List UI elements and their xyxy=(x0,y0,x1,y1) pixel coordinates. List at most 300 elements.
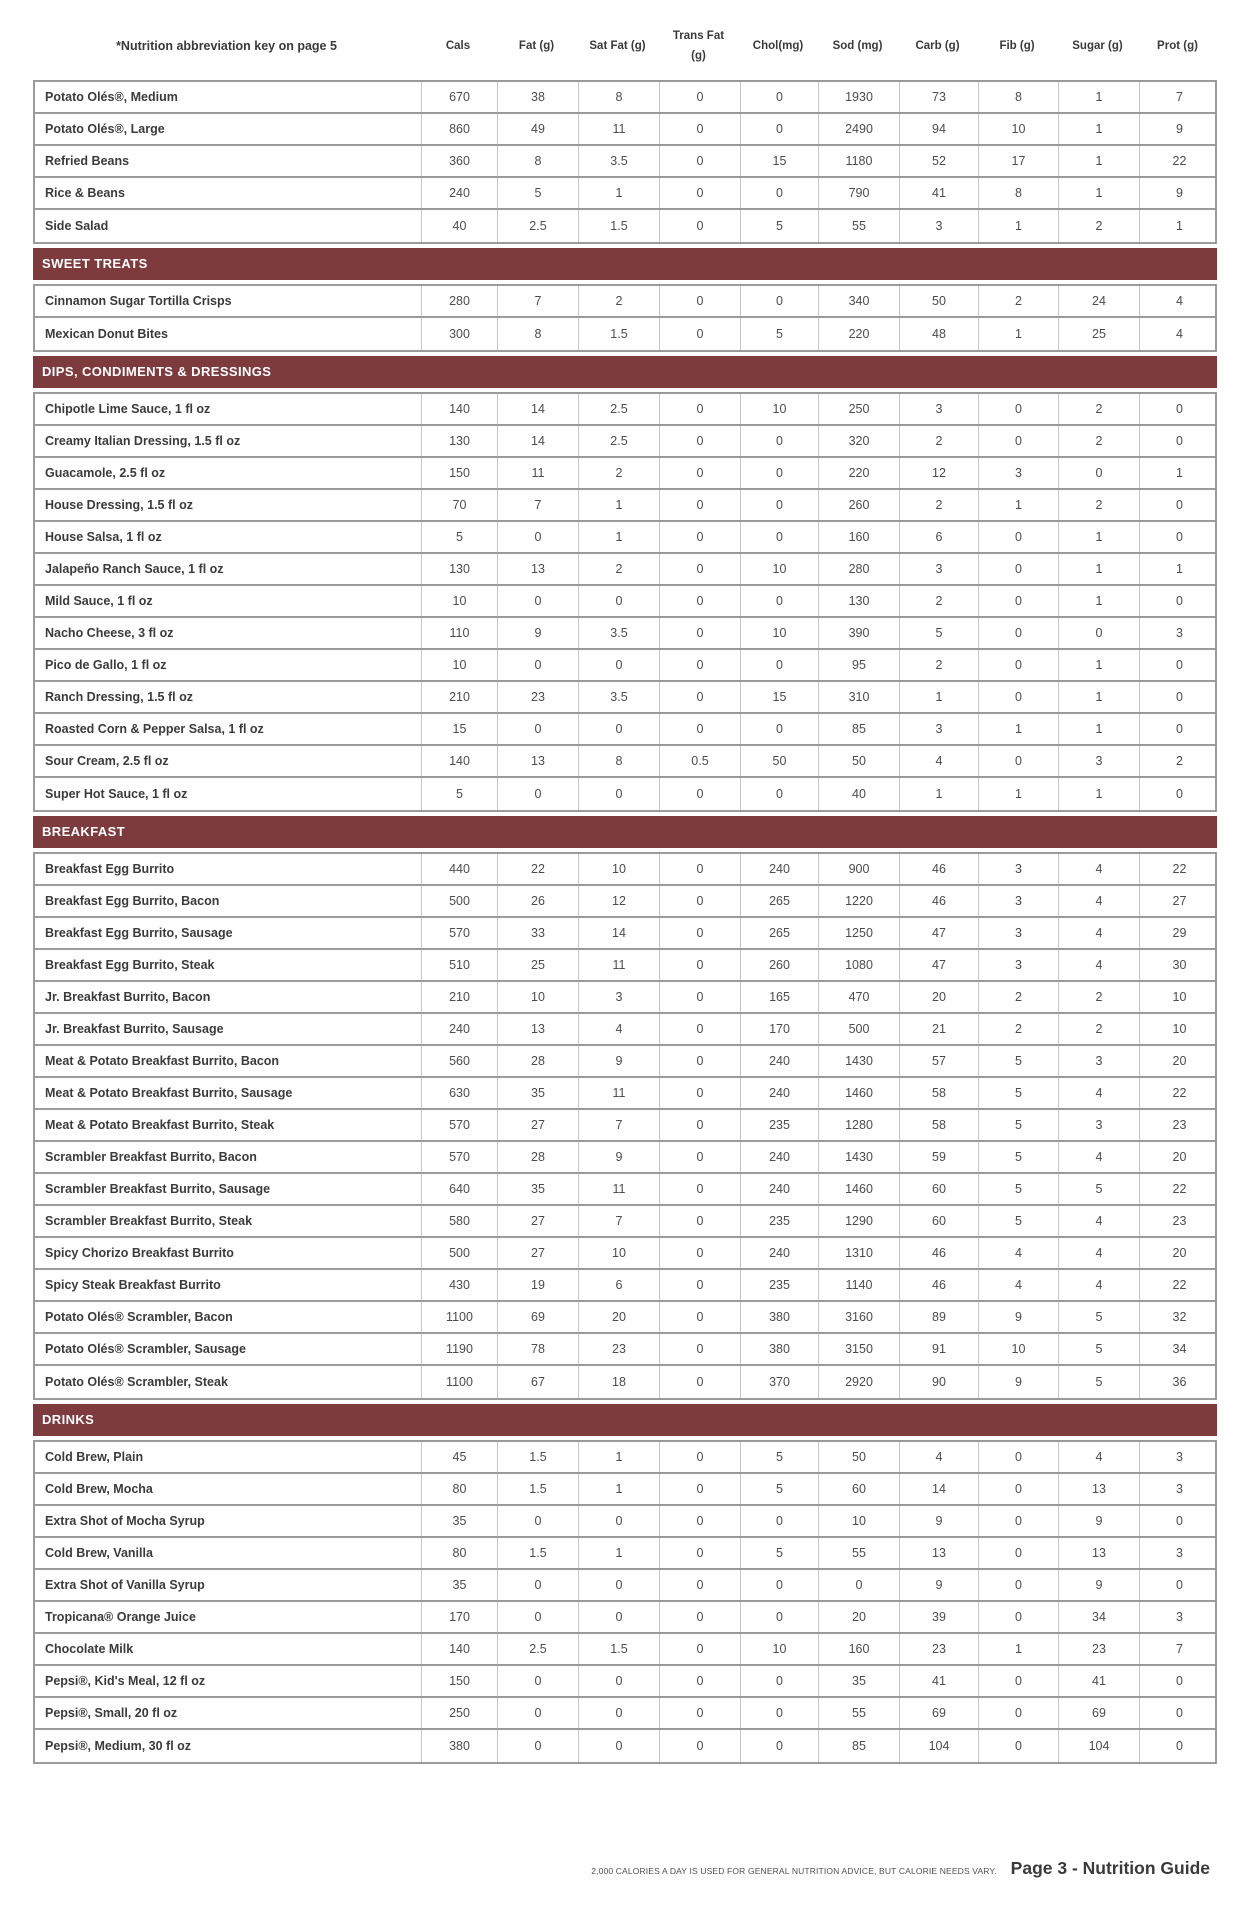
item-value-fat-g: 0 xyxy=(498,522,579,552)
item-value-trans-fat-g: 0 xyxy=(660,458,741,488)
item-value-sod-mg: 1430 xyxy=(819,1046,900,1076)
item-value-cals: 150 xyxy=(422,458,498,488)
table-row xyxy=(35,1014,1215,1046)
item-value-prot-g: 3 xyxy=(1176,1450,1183,1464)
item-value-fat-g: 0 xyxy=(498,1570,579,1600)
item-value-sod-mg: 500 xyxy=(819,1014,900,1044)
item-value-fat-g: 1.5 xyxy=(498,1474,579,1504)
item-name: Potato Olés® Scrambler, Bacon xyxy=(35,1302,422,1332)
item-value-sat-fat-g: 20 xyxy=(579,1302,660,1332)
item-value-sat-fat-g: 1.5 xyxy=(579,318,660,350)
item-value-fat-g: 13 xyxy=(498,1014,579,1044)
item-value-carb-g: 41 xyxy=(900,178,979,208)
item-value-sugar-g: 2 xyxy=(1059,1014,1140,1044)
item-value-sugar-g: 1 xyxy=(1059,586,1140,616)
item-value-sugar-g: 1 xyxy=(1059,114,1140,144)
item-value-trans-fat-g: 0 xyxy=(660,1014,741,1044)
table-row xyxy=(35,1078,1215,1110)
item-value-cals: 15 xyxy=(422,714,498,744)
item-value-chol-mg: 260 xyxy=(741,950,819,980)
item-name: Roasted Corn & Pepper Salsa, 1 fl oz xyxy=(35,714,422,744)
item-value-fib-g: 0 xyxy=(979,586,1059,616)
item-value-carb-g: 4 xyxy=(900,1442,979,1472)
item-value-prot-g: 0 xyxy=(1176,594,1183,608)
item-value-sat-fat-g: 0 xyxy=(579,714,660,744)
item-value-carb-g: 4 xyxy=(900,746,979,776)
item-value-sat-fat-g: 3.5 xyxy=(579,682,660,712)
item-value-chol-mg: 0 xyxy=(741,1570,819,1600)
item-value-fat-g: 10 xyxy=(498,982,579,1012)
item-name: Breakfast Egg Burrito, Bacon xyxy=(35,886,422,916)
item-value-sat-fat-g: 14 xyxy=(579,918,660,948)
item-value-fat-g: 49 xyxy=(498,114,579,144)
item-value-sugar-g: 5 xyxy=(1059,1174,1140,1204)
item-value-chol-mg: 0 xyxy=(741,1506,819,1536)
item-value-fat-g: 11 xyxy=(498,458,579,488)
table-section-block xyxy=(33,392,1217,812)
item-value-trans-fat-g: 0 xyxy=(660,178,741,208)
item-value-fat-g: 19 xyxy=(498,1270,579,1300)
item-value-carb-g: 73 xyxy=(900,82,979,112)
item-value-fib-g: 9 xyxy=(979,1366,1059,1398)
item-value-fib-g: 10 xyxy=(979,114,1059,144)
item-value-sat-fat-g: 3.5 xyxy=(579,146,660,176)
item-value-fat-g: 28 xyxy=(498,1142,579,1172)
item-value-fib-g: 1 xyxy=(979,490,1059,520)
item-value-carb-g: 5 xyxy=(900,618,979,648)
item-value-cals: 5 xyxy=(422,778,498,810)
item-value-fib-g: 3 xyxy=(979,854,1059,884)
item-value-sod-mg: 280 xyxy=(819,554,900,584)
item-value-cals: 80 xyxy=(422,1474,498,1504)
table-row xyxy=(35,1334,1215,1366)
item-name: Meat & Potato Breakfast Burrito, Steak xyxy=(35,1110,422,1140)
item-value-sod-mg: 790 xyxy=(819,178,900,208)
item-value-sod-mg: 220 xyxy=(819,318,900,350)
item-value-prot-g: 22 xyxy=(1172,1086,1187,1100)
item-value-chol-mg: 370 xyxy=(741,1366,819,1398)
item-value-fib-g: 5 xyxy=(979,1046,1059,1076)
table-row xyxy=(35,714,1215,746)
item-value-fib-g: 10 xyxy=(979,1334,1059,1364)
item-value-fat-g: 0 xyxy=(498,1666,579,1696)
item-value-sat-fat-g: 9 xyxy=(579,1142,660,1172)
item-value-trans-fat-g: 0 xyxy=(660,682,741,712)
item-value-prot-g: 1 xyxy=(1176,466,1183,480)
item-value-sugar-g: 1 xyxy=(1059,554,1140,584)
item-value-carb-g: 46 xyxy=(900,886,979,916)
item-value-trans-fat-g: 0 xyxy=(660,1046,741,1076)
item-value-fib-g: 1 xyxy=(979,778,1059,810)
item-value-sugar-g: 1 xyxy=(1059,522,1140,552)
item-value-fat-g: 0 xyxy=(498,778,579,810)
item-value-cals: 570 xyxy=(422,1110,498,1140)
item-value-prot-g: 27 xyxy=(1172,894,1187,908)
item-value-cals: 630 xyxy=(422,1078,498,1108)
item-value-sugar-g: 1 xyxy=(1059,650,1140,680)
table-section-block xyxy=(33,1440,1217,1764)
item-value-prot-g: 0 xyxy=(1176,434,1183,448)
item-value-prot-g: 32 xyxy=(1172,1310,1187,1324)
item-value-chol-mg: 0 xyxy=(741,1666,819,1696)
item-value-trans-fat-g: 0 xyxy=(660,146,741,176)
item-value-fib-g: 5 xyxy=(979,1110,1059,1140)
item-value-trans-fat-g: 0 xyxy=(660,1698,741,1728)
item-value-chol-mg: 10 xyxy=(741,1634,819,1664)
item-value-prot-g: 4 xyxy=(1176,294,1183,308)
item-name: Potato Olés® Scrambler, Sausage xyxy=(35,1334,422,1364)
page-footer xyxy=(591,1858,1210,1879)
item-name: Cold Brew, Plain xyxy=(35,1442,422,1472)
table-row xyxy=(35,1110,1215,1142)
item-value-sat-fat-g: 3.5 xyxy=(579,618,660,648)
item-value-carb-g: 9 xyxy=(900,1506,979,1536)
item-value-sugar-g: 69 xyxy=(1059,1698,1140,1728)
page-number-label: Page 3 - Nutrition Guide xyxy=(1010,1858,1210,1878)
item-value-cals: 170 xyxy=(422,1602,498,1632)
item-value-sugar-g: 1 xyxy=(1059,778,1140,810)
item-value-carb-g: 20 xyxy=(900,982,979,1012)
item-value-cals: 560 xyxy=(422,1046,498,1076)
item-value-sod-mg: 85 xyxy=(819,1730,900,1762)
item-value-sat-fat-g: 23 xyxy=(579,1334,660,1364)
item-value-sugar-g: 4 xyxy=(1059,1442,1140,1472)
item-value-sugar-g: 5 xyxy=(1059,1366,1140,1398)
item-value-cals: 210 xyxy=(422,982,498,1012)
table-row xyxy=(35,1142,1215,1174)
item-value-carb-g: 1 xyxy=(900,778,979,810)
item-value-cals: 670 xyxy=(422,82,498,112)
item-value-chol-mg: 265 xyxy=(741,918,819,948)
item-value-trans-fat-g: 0 xyxy=(660,650,741,680)
item-value-sugar-g: 3 xyxy=(1059,746,1140,776)
item-value-carb-g: 69 xyxy=(900,1698,979,1728)
table-row xyxy=(35,982,1215,1014)
item-value-fib-g: 1 xyxy=(979,210,1059,242)
item-value-chol-mg: 0 xyxy=(741,458,819,488)
item-value-sat-fat-g: 7 xyxy=(579,1206,660,1236)
item-value-fib-g: 0 xyxy=(979,1474,1059,1504)
item-value-prot-g: 34 xyxy=(1172,1342,1187,1356)
item-value-chol-mg: 240 xyxy=(741,1046,819,1076)
table-row xyxy=(35,950,1215,982)
table-row xyxy=(35,146,1215,178)
table-row xyxy=(35,114,1215,146)
table-row xyxy=(35,522,1215,554)
item-value-chol-mg: 240 xyxy=(741,1238,819,1268)
item-value-trans-fat-g: 0 xyxy=(660,1602,741,1632)
item-value-trans-fat-g: 0 xyxy=(660,318,741,350)
item-value-sugar-g: 1 xyxy=(1059,178,1140,208)
item-value-sat-fat-g: 0 xyxy=(579,1506,660,1536)
item-value-prot-g: 0 xyxy=(1176,690,1183,704)
item-value-fat-g: 25 xyxy=(498,950,579,980)
item-value-fib-g: 0 xyxy=(979,426,1059,456)
table-body xyxy=(33,80,1217,1764)
item-value-fat-g: 35 xyxy=(498,1078,579,1108)
item-value-fat-g: 0 xyxy=(498,1730,579,1762)
item-value-cals: 5 xyxy=(422,522,498,552)
item-value-carb-g: 52 xyxy=(900,146,979,176)
item-value-carb-g: 41 xyxy=(900,1666,979,1696)
item-value-sat-fat-g: 6 xyxy=(579,1270,660,1300)
item-name: Nacho Cheese, 3 fl oz xyxy=(35,618,422,648)
table-row xyxy=(35,1206,1215,1238)
item-value-sod-mg: 20 xyxy=(819,1602,900,1632)
item-value-carb-g: 50 xyxy=(900,286,979,316)
item-value-chol-mg: 15 xyxy=(741,682,819,712)
item-value-sugar-g: 1 xyxy=(1059,146,1140,176)
item-value-sugar-g: 4 xyxy=(1059,918,1140,948)
item-value-prot-g: 10 xyxy=(1172,1022,1187,1036)
item-value-trans-fat-g: 0 xyxy=(660,490,741,520)
item-value-fib-g: 0 xyxy=(979,1538,1059,1568)
item-value-prot-g: 29 xyxy=(1172,926,1187,940)
table-row xyxy=(35,554,1215,586)
item-value-chol-mg: 235 xyxy=(741,1206,819,1236)
item-value-sod-mg: 130 xyxy=(819,586,900,616)
item-value-prot-g: 0 xyxy=(1176,658,1183,672)
item-value-sod-mg: 3150 xyxy=(819,1334,900,1364)
item-name: Spicy Steak Breakfast Burrito xyxy=(35,1270,422,1300)
item-value-sugar-g: 23 xyxy=(1059,1634,1140,1664)
item-value-trans-fat-g: 0 xyxy=(660,1206,741,1236)
col-header-sat-fat-g: Sat Fat (g) xyxy=(589,39,646,52)
item-value-fib-g: 0 xyxy=(979,746,1059,776)
item-name: Sour Cream, 2.5 fl oz xyxy=(35,746,422,776)
item-value-fat-g: 13 xyxy=(498,746,579,776)
item-name: Meat & Potato Breakfast Burrito, Sausage xyxy=(35,1078,422,1108)
item-name: Side Salad xyxy=(35,210,422,242)
item-value-fat-g: 0 xyxy=(498,1698,579,1728)
item-value-sat-fat-g: 1 xyxy=(579,1474,660,1504)
item-value-trans-fat-g: 0 xyxy=(660,1538,741,1568)
item-value-cals: 440 xyxy=(422,854,498,884)
item-value-fib-g: 0 xyxy=(979,618,1059,648)
item-value-chol-mg: 0 xyxy=(741,522,819,552)
item-value-sod-mg: 3160 xyxy=(819,1302,900,1332)
item-value-sat-fat-g: 1 xyxy=(579,1538,660,1568)
table-row xyxy=(35,1570,1215,1602)
item-value-fat-g: 1.5 xyxy=(498,1442,579,1472)
item-value-sat-fat-g: 18 xyxy=(579,1366,660,1398)
item-value-chol-mg: 0 xyxy=(741,490,819,520)
item-value-cals: 570 xyxy=(422,1142,498,1172)
item-value-cals: 570 xyxy=(422,918,498,948)
item-value-carb-g: 48 xyxy=(900,318,979,350)
table-row xyxy=(35,1634,1215,1666)
item-value-fib-g: 4 xyxy=(979,1270,1059,1300)
table-row xyxy=(35,458,1215,490)
item-value-trans-fat-g: 0 xyxy=(660,1730,741,1762)
table-row xyxy=(35,318,1215,350)
item-value-carb-g: 57 xyxy=(900,1046,979,1076)
item-value-chol-mg: 0 xyxy=(741,82,819,112)
item-value-chol-mg: 15 xyxy=(741,146,819,176)
table-row xyxy=(35,286,1215,318)
item-value-cals: 80 xyxy=(422,1538,498,1568)
item-value-chol-mg: 0 xyxy=(741,778,819,810)
item-value-sugar-g: 2 xyxy=(1059,982,1140,1012)
item-value-sugar-g: 25 xyxy=(1059,318,1140,350)
item-value-fib-g: 0 xyxy=(979,1602,1059,1632)
item-value-chol-mg: 0 xyxy=(741,1602,819,1632)
item-name: Extra Shot of Mocha Syrup xyxy=(35,1506,422,1536)
item-value-sat-fat-g: 11 xyxy=(579,1174,660,1204)
item-value-carb-g: 3 xyxy=(900,210,979,242)
item-value-sat-fat-g: 11 xyxy=(579,950,660,980)
item-value-sod-mg: 470 xyxy=(819,982,900,1012)
col-header-sugar-g: Sugar (g) xyxy=(1072,39,1123,52)
table-row xyxy=(35,1174,1215,1206)
item-value-prot-g: 23 xyxy=(1172,1118,1187,1132)
item-value-sugar-g: 5 xyxy=(1059,1334,1140,1364)
item-value-trans-fat-g: 0 xyxy=(660,586,741,616)
item-value-prot-g: 20 xyxy=(1172,1150,1187,1164)
item-value-sugar-g: 1 xyxy=(1059,82,1140,112)
item-value-sod-mg: 50 xyxy=(819,1442,900,1472)
nutrition-key-note: *Nutrition abbreviation key on page 5 xyxy=(116,38,337,53)
item-value-carb-g: 39 xyxy=(900,1602,979,1632)
item-value-fat-g: 2.5 xyxy=(498,210,579,242)
item-value-sod-mg: 900 xyxy=(819,854,900,884)
table-header-row xyxy=(33,12,1217,80)
item-value-prot-g: 3 xyxy=(1176,1482,1183,1496)
item-name: Creamy Italian Dressing, 1.5 fl oz xyxy=(35,426,422,456)
item-name: Refried Beans xyxy=(35,146,422,176)
table-section-block xyxy=(33,284,1217,352)
item-value-chol-mg: 165 xyxy=(741,982,819,1012)
table-row xyxy=(35,426,1215,458)
item-name: Scrambler Breakfast Burrito, Bacon xyxy=(35,1142,422,1172)
item-value-prot-g: 3 xyxy=(1176,1610,1183,1624)
item-value-cals: 430 xyxy=(422,1270,498,1300)
item-value-sod-mg: 60 xyxy=(819,1474,900,1504)
item-value-trans-fat-g: 0 xyxy=(660,1366,741,1398)
item-value-chol-mg: 10 xyxy=(741,554,819,584)
item-value-cals: 210 xyxy=(422,682,498,712)
item-value-fib-g: 5 xyxy=(979,1174,1059,1204)
item-value-fat-g: 28 xyxy=(498,1046,579,1076)
item-value-carb-g: 94 xyxy=(900,114,979,144)
item-value-sod-mg: 55 xyxy=(819,1538,900,1568)
table-row xyxy=(35,854,1215,886)
item-value-sod-mg: 1220 xyxy=(819,886,900,916)
item-value-sod-mg: 1140 xyxy=(819,1270,900,1300)
item-value-carb-g: 46 xyxy=(900,854,979,884)
item-value-chol-mg: 380 xyxy=(741,1334,819,1364)
item-value-prot-g: 30 xyxy=(1172,958,1187,972)
item-value-sod-mg: 1460 xyxy=(819,1174,900,1204)
table-row xyxy=(35,1270,1215,1302)
item-value-sod-mg: 1310 xyxy=(819,1238,900,1268)
item-value-fat-g: 14 xyxy=(498,394,579,424)
item-value-fib-g: 0 xyxy=(979,554,1059,584)
item-value-sugar-g: 1 xyxy=(1059,682,1140,712)
item-value-sugar-g: 3 xyxy=(1059,1110,1140,1140)
item-value-fat-g: 78 xyxy=(498,1334,579,1364)
item-value-sod-mg: 1430 xyxy=(819,1142,900,1172)
item-value-cals: 360 xyxy=(422,146,498,176)
item-value-cals: 35 xyxy=(422,1506,498,1536)
item-value-sat-fat-g: 2 xyxy=(579,554,660,584)
item-value-fib-g: 2 xyxy=(979,1014,1059,1044)
item-value-fat-g: 0 xyxy=(498,1506,579,1536)
item-value-sat-fat-g: 4 xyxy=(579,1014,660,1044)
item-value-prot-g: 0 xyxy=(1176,1578,1183,1592)
item-name: Jr. Breakfast Burrito, Sausage xyxy=(35,1014,422,1044)
table-row xyxy=(35,778,1215,810)
item-value-sod-mg: 1280 xyxy=(819,1110,900,1140)
item-value-sugar-g: 13 xyxy=(1059,1474,1140,1504)
item-value-cals: 140 xyxy=(422,394,498,424)
item-value-fat-g: 27 xyxy=(498,1206,579,1236)
item-value-sat-fat-g: 11 xyxy=(579,1078,660,1108)
item-value-sod-mg: 85 xyxy=(819,714,900,744)
section-header-breakfast: BREAKFAST xyxy=(33,816,1217,848)
item-name: Cinnamon Sugar Tortilla Crisps xyxy=(35,286,422,316)
item-value-sod-mg: 390 xyxy=(819,618,900,648)
item-value-chol-mg: 240 xyxy=(741,1142,819,1172)
item-value-prot-g: 3 xyxy=(1176,1546,1183,1560)
item-value-sat-fat-g: 0 xyxy=(579,650,660,680)
item-value-cals: 35 xyxy=(422,1570,498,1600)
item-value-chol-mg: 265 xyxy=(741,886,819,916)
table-row xyxy=(35,1538,1215,1570)
item-value-cals: 1100 xyxy=(422,1302,498,1332)
item-value-cals: 130 xyxy=(422,554,498,584)
item-value-carb-g: 2 xyxy=(900,650,979,680)
item-value-sugar-g: 1 xyxy=(1059,714,1140,744)
item-value-fib-g: 3 xyxy=(979,886,1059,916)
item-value-cals: 10 xyxy=(422,586,498,616)
item-value-carb-g: 12 xyxy=(900,458,979,488)
item-value-fat-g: 0 xyxy=(498,586,579,616)
item-value-sod-mg: 2490 xyxy=(819,114,900,144)
item-value-chol-mg: 5 xyxy=(741,210,819,242)
item-name: Breakfast Egg Burrito, Steak xyxy=(35,950,422,980)
item-value-trans-fat-g: 0 xyxy=(660,950,741,980)
item-value-sugar-g: 4 xyxy=(1059,1270,1140,1300)
item-value-sat-fat-g: 1 xyxy=(579,1442,660,1472)
item-value-trans-fat-g: 0 xyxy=(660,618,741,648)
item-value-cals: 45 xyxy=(422,1442,498,1472)
table-row xyxy=(35,650,1215,682)
item-value-carb-g: 3 xyxy=(900,394,979,424)
table-row xyxy=(35,1366,1215,1398)
item-name: Breakfast Egg Burrito, Sausage xyxy=(35,918,422,948)
item-value-fat-g: 38 xyxy=(498,82,579,112)
item-name: Jalapeño Ranch Sauce, 1 fl oz xyxy=(35,554,422,584)
item-value-sat-fat-g: 2.5 xyxy=(579,394,660,424)
item-value-sod-mg: 1930 xyxy=(819,82,900,112)
table-row xyxy=(35,746,1215,778)
item-value-prot-g: 23 xyxy=(1172,1214,1187,1228)
table-row xyxy=(35,918,1215,950)
item-value-carb-g: 21 xyxy=(900,1014,979,1044)
item-value-prot-g: 22 xyxy=(1172,154,1187,168)
item-value-cals: 70 xyxy=(422,490,498,520)
item-value-fib-g: 0 xyxy=(979,522,1059,552)
item-value-cals: 130 xyxy=(422,426,498,456)
item-name: Cold Brew, Mocha xyxy=(35,1474,422,1504)
item-name: Ranch Dressing, 1.5 fl oz xyxy=(35,682,422,712)
item-value-prot-g: 0 xyxy=(1176,402,1183,416)
item-value-prot-g: 1 xyxy=(1176,219,1183,233)
table-row xyxy=(35,1046,1215,1078)
table-row xyxy=(35,1442,1215,1474)
item-value-sod-mg: 55 xyxy=(819,210,900,242)
